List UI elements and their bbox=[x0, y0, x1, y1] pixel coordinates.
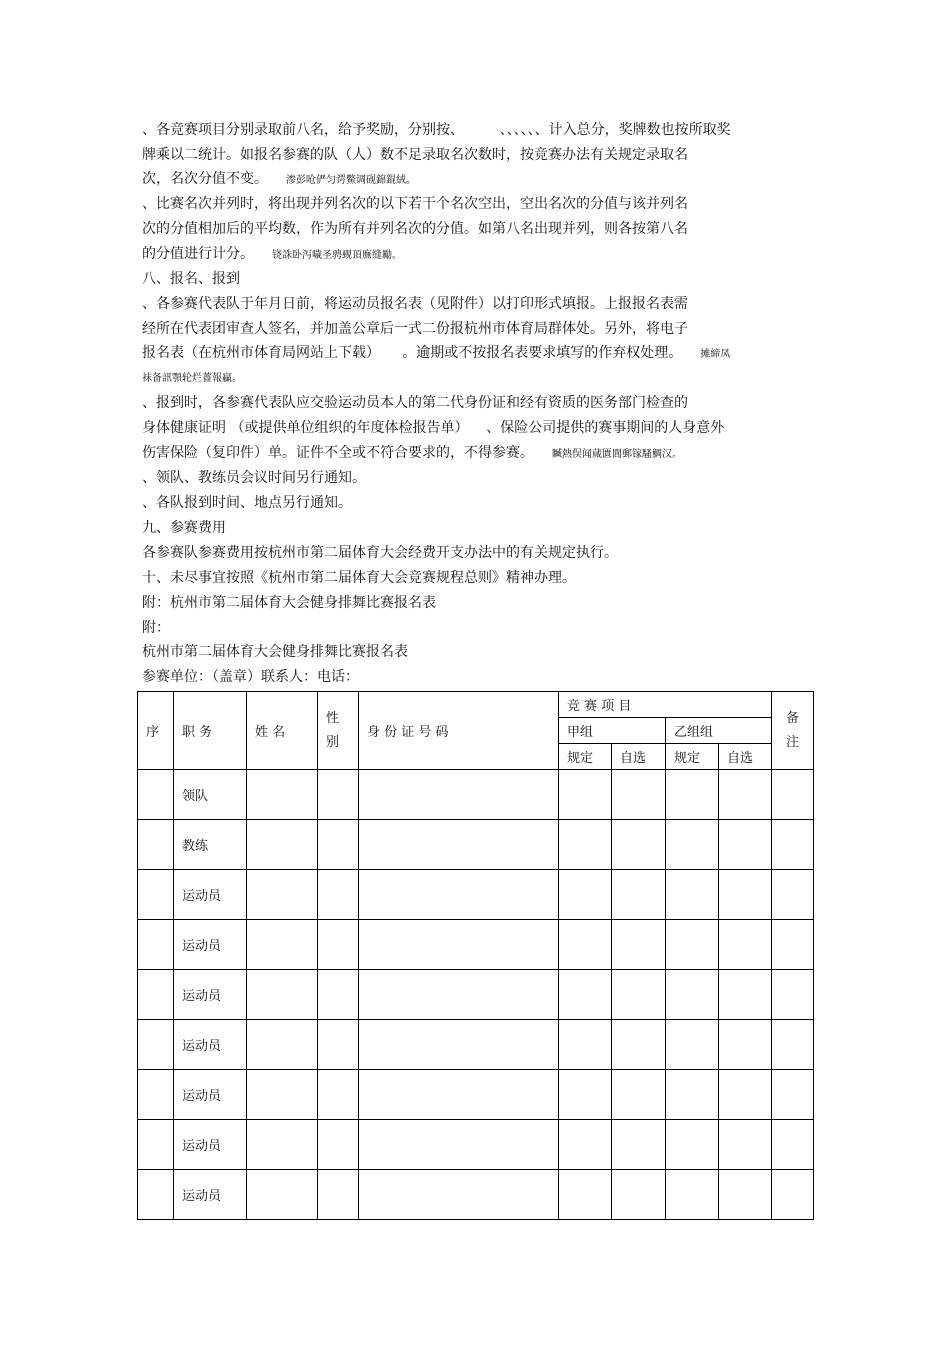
empty-cell bbox=[772, 1070, 814, 1120]
empty-cell bbox=[138, 870, 174, 920]
empty-cell bbox=[719, 1120, 772, 1170]
empty-cell bbox=[772, 1120, 814, 1170]
line-text: 十、未尽事宜按照《杭州市第二届体育大会竞赛规程总则》精神办理。 bbox=[142, 570, 576, 586]
empty-cell bbox=[318, 770, 359, 820]
empty-cell bbox=[359, 1070, 559, 1120]
line-text: 、领队、教练员会议时间另行通知。 bbox=[142, 470, 366, 486]
empty-cell bbox=[318, 1020, 359, 1070]
empty-cell bbox=[138, 920, 174, 970]
empty-cell bbox=[138, 1120, 174, 1170]
table-row bbox=[138, 1070, 814, 1120]
empty-cell bbox=[612, 820, 666, 870]
empty-cell bbox=[138, 1070, 174, 1120]
empty-cell bbox=[772, 870, 814, 920]
garbled-text: 摊締凤 bbox=[700, 349, 731, 360]
empty-cell bbox=[666, 1070, 719, 1120]
empty-cell bbox=[719, 820, 772, 870]
empty-cell bbox=[666, 1170, 719, 1220]
text-line bbox=[142, 295, 688, 313]
empty-cell bbox=[612, 1120, 666, 1170]
empty-cell bbox=[138, 820, 174, 870]
line-text: 次，名次分值不变。 bbox=[142, 171, 268, 187]
empty-cell bbox=[138, 770, 174, 820]
header-free: 自选 bbox=[719, 744, 772, 770]
table-row bbox=[138, 920, 814, 970]
header-name: 姓 名 bbox=[247, 692, 318, 770]
line-text: 牌乘以二统计。如报名参赛的队（人）数不足录取名次数时，按竞赛办法有关规定录取名 bbox=[142, 147, 688, 163]
empty-cell bbox=[318, 970, 359, 1020]
empty-cell bbox=[247, 820, 318, 870]
table-row bbox=[138, 770, 814, 820]
empty-cell bbox=[359, 870, 559, 920]
empty-cell bbox=[559, 1120, 612, 1170]
text-line bbox=[142, 668, 359, 686]
empty-cell bbox=[247, 870, 318, 920]
empty-cell bbox=[359, 820, 559, 870]
empty-cell bbox=[719, 870, 772, 920]
garbled-text: 袜备訊顎轮烂薔報贏。 bbox=[142, 373, 242, 384]
text-line bbox=[142, 594, 436, 612]
empty-cell bbox=[318, 920, 359, 970]
text-line bbox=[142, 394, 688, 412]
empty-cell bbox=[559, 770, 612, 820]
empty-cell bbox=[138, 1020, 174, 1070]
line-text: 、比赛名次并列时，将出现并列名次的以下若干个名次空出，空出名次的分值与该并列名 bbox=[142, 196, 688, 212]
empty-cell bbox=[247, 920, 318, 970]
empty-cell bbox=[719, 1070, 772, 1120]
empty-cell bbox=[318, 870, 359, 920]
line-text: 附： bbox=[142, 620, 170, 636]
text-line bbox=[142, 519, 226, 537]
empty-cell bbox=[247, 1070, 318, 1120]
empty-cell bbox=[612, 970, 666, 1020]
line-text: 报名表（在杭州市体育局网站上下载） 。逾期或不按报名表要求填写的作弃权处理。 bbox=[142, 345, 683, 361]
empty-cell bbox=[772, 820, 814, 870]
text-line bbox=[142, 569, 576, 587]
table-row bbox=[138, 1120, 814, 1170]
empty-cell bbox=[666, 1120, 719, 1170]
empty-cell bbox=[138, 970, 174, 1020]
empty-cell bbox=[318, 1070, 359, 1120]
empty-cell bbox=[138, 1170, 174, 1220]
empty-cell bbox=[247, 1170, 318, 1220]
empty-cell bbox=[666, 870, 719, 920]
empty-cell bbox=[559, 1020, 612, 1070]
text-line bbox=[142, 469, 366, 487]
empty-cell bbox=[772, 1170, 814, 1220]
line-text: 附：杭州市第二届体育大会健身排舞比赛报名表 bbox=[142, 595, 436, 611]
empty-cell bbox=[666, 920, 719, 970]
header-gender: 性 别 bbox=[318, 692, 359, 770]
line-text: 伤害保险（复印件）单。证件不全或不符合要求的，不得参赛。 bbox=[142, 445, 534, 461]
empty-cell bbox=[247, 770, 318, 820]
header-free: 自选 bbox=[612, 744, 666, 770]
role-cell: 运动员 bbox=[174, 1170, 247, 1220]
text-line bbox=[142, 444, 682, 464]
role-cell: 领队 bbox=[174, 770, 247, 820]
garbled-text: 铙誅卧泻噦圣骋觋頂廡缝勵。 bbox=[272, 250, 402, 261]
table-row bbox=[138, 1170, 814, 1220]
empty-cell bbox=[719, 1020, 772, 1070]
text-line bbox=[142, 368, 242, 388]
text-line bbox=[142, 121, 731, 139]
garbled-text: 贓熱俣闻蒇匱閭郵镓騷鯛汉。 bbox=[552, 449, 682, 460]
header-required: 规定 bbox=[666, 744, 719, 770]
empty-cell bbox=[359, 920, 559, 970]
text-line bbox=[142, 344, 730, 364]
empty-cell bbox=[247, 1020, 318, 1070]
header-required: 规定 bbox=[559, 744, 612, 770]
table-row bbox=[138, 820, 814, 870]
text-line bbox=[142, 146, 688, 164]
empty-cell bbox=[612, 1070, 666, 1120]
text-line bbox=[142, 419, 724, 437]
text-line bbox=[142, 270, 240, 288]
table-row bbox=[138, 870, 814, 920]
role-cell: 运动员 bbox=[174, 1120, 247, 1170]
text-line bbox=[142, 170, 416, 190]
text-line bbox=[142, 320, 688, 338]
empty-cell bbox=[318, 1120, 359, 1170]
empty-cell bbox=[772, 920, 814, 970]
empty-cell bbox=[612, 770, 666, 820]
line-text: 、各队报到时间、地点另行通知。 bbox=[142, 495, 352, 511]
text-line bbox=[142, 220, 688, 238]
role-cell: 运动员 bbox=[174, 1070, 247, 1120]
header-events: 竞 赛 项 目 bbox=[559, 692, 772, 718]
line-text: 八、报名、报到 bbox=[142, 271, 240, 287]
line-text: 身体健康证明 （或提供单位组织的年度体检报告单） 、保险公司提供的赛事期间的人身意外 bbox=[142, 420, 725, 436]
line-text: 的分值进行计分。 bbox=[142, 246, 254, 262]
empty-cell bbox=[666, 820, 719, 870]
header-note: 备 注 bbox=[772, 692, 814, 770]
garbled-text: 渗彭呛俨匀谔鱉调砚錦錕絨。 bbox=[286, 175, 416, 186]
empty-cell bbox=[666, 970, 719, 1020]
line-text: 参赛单位：（盖章）联系人：电话： bbox=[142, 669, 359, 685]
empty-cell bbox=[772, 970, 814, 1020]
empty-cell bbox=[359, 970, 559, 1020]
empty-cell bbox=[666, 1020, 719, 1070]
table-row bbox=[138, 1020, 814, 1070]
empty-cell bbox=[559, 820, 612, 870]
line-text: 杭州市第二届体育大会健身排舞比赛报名表 bbox=[142, 644, 408, 660]
empty-cell bbox=[559, 970, 612, 1020]
role-cell: 运动员 bbox=[174, 870, 247, 920]
text-line bbox=[142, 619, 170, 637]
header-group-b: 乙组组 bbox=[666, 718, 772, 744]
role-cell: 运动员 bbox=[174, 1020, 247, 1070]
empty-cell bbox=[719, 970, 772, 1020]
empty-cell bbox=[612, 1170, 666, 1220]
empty-cell bbox=[772, 1020, 814, 1070]
role-cell: 运动员 bbox=[174, 920, 247, 970]
empty-cell bbox=[719, 920, 772, 970]
empty-cell bbox=[719, 770, 772, 820]
empty-cell bbox=[318, 820, 359, 870]
empty-cell bbox=[772, 770, 814, 820]
empty-cell bbox=[559, 920, 612, 970]
role-cell: 运动员 bbox=[174, 970, 247, 1020]
empty-cell bbox=[559, 1170, 612, 1220]
empty-cell bbox=[612, 870, 666, 920]
line-text: 次的分值相加后的平均数，作为所有并列名次的分值。如第八名出现并列，则各按第八名 bbox=[142, 221, 688, 237]
empty-cell bbox=[318, 1170, 359, 1220]
text-line bbox=[142, 195, 688, 213]
text-line bbox=[142, 494, 352, 512]
text-line bbox=[142, 643, 408, 661]
empty-cell bbox=[666, 770, 719, 820]
line-text: 、报到时，各参赛代表队应交验运动员本人的第二代身份证和经有资质的医务部门检查的 bbox=[142, 395, 688, 411]
header-id: 身 份 证 号 码 bbox=[359, 692, 559, 770]
empty-cell bbox=[359, 770, 559, 820]
line-text: 经所在代表团审查人签名，并加盖公章后一式二份报杭州市体育局群体处。另外，将电子 bbox=[142, 321, 688, 337]
line-text: 、各参赛代表队于年月日前，将运动员报名表（见附件）以打印形式填报。上报报名表需 bbox=[142, 296, 688, 312]
empty-cell bbox=[247, 970, 318, 1020]
empty-cell bbox=[612, 1020, 666, 1070]
empty-cell bbox=[247, 1120, 318, 1170]
line-text: 、各竞赛项目分别录取前八名，给予奖励，分别按、 、、、、、、计入总分，奖牌数也按所取奖 bbox=[142, 122, 731, 138]
empty-cell bbox=[559, 1070, 612, 1120]
text-line bbox=[142, 245, 402, 265]
empty-cell bbox=[612, 920, 666, 970]
empty-cell bbox=[359, 1120, 559, 1170]
empty-cell bbox=[359, 1170, 559, 1220]
table-row bbox=[138, 970, 814, 1020]
registration-table bbox=[137, 691, 814, 1220]
line-text: 九、参赛费用 bbox=[142, 520, 226, 536]
empty-cell bbox=[719, 1170, 772, 1220]
header-seq: 序 bbox=[138, 692, 174, 770]
role-cell: 教练 bbox=[174, 820, 247, 870]
header-group-a: 甲组 bbox=[559, 718, 666, 744]
text-line bbox=[142, 544, 618, 562]
empty-cell bbox=[359, 1020, 559, 1070]
empty-cell bbox=[559, 870, 612, 920]
line-text: 各参赛队参赛费用按杭州市第二届体育大会经费开支办法中的有关规定执行。 bbox=[142, 545, 618, 561]
header-role: 职 务 bbox=[174, 692, 247, 770]
